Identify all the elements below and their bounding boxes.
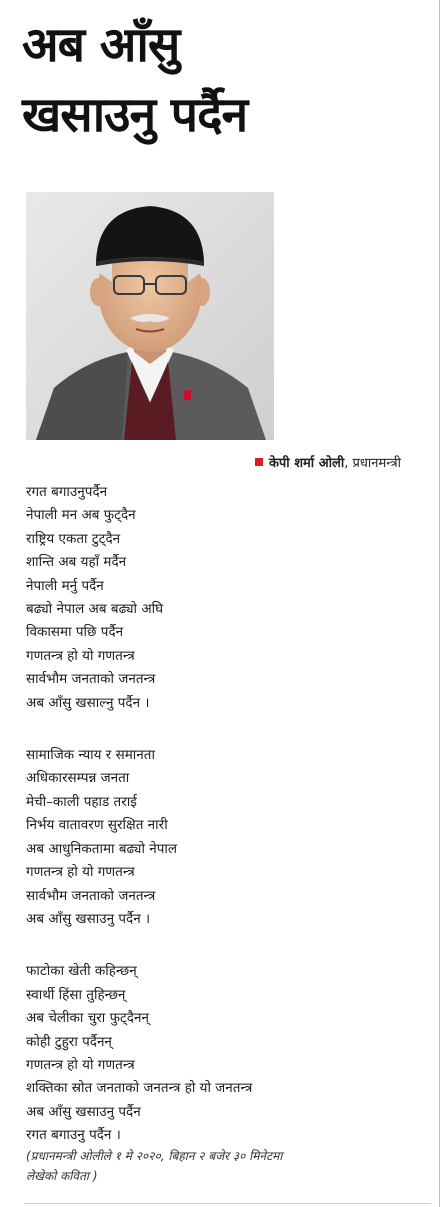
poem-line: निर्भय वातावरण सुरक्षित नारी [26, 817, 168, 834]
poem-line: नेपाली मन अब फुट्दैन [26, 507, 136, 524]
poem [26, 481, 426, 1177]
poem-line: विकासमा पछि पर्दैन [26, 624, 124, 641]
poem-line: सार्वभौम जनताको जनतन्त्र [26, 887, 156, 904]
poem-line: कोही टुहुरा पर्दैनन् [26, 1033, 112, 1050]
headline [22, 10, 432, 150]
poem-line: नेपाली मर्नु पर्दैन [26, 577, 104, 594]
poem-line: गणतन्त्र हो यो गणतन्त्र [26, 1056, 135, 1073]
footnote-line-1: (प्रधानमन्त्री ओलीले १ मे २०२०, बिहान २ बजेर ३० मिनेटमा [26, 1149, 283, 1163]
byline-separator: , [344, 456, 349, 471]
poem-line: रगत बगाउनु पर्दैन । [26, 1127, 121, 1144]
poem-stanza-2 [26, 744, 426, 931]
poem-line: अब आँसु खसाउनु पर्दैन [26, 1103, 141, 1120]
footnote [26, 1146, 418, 1186]
poem-line: अधिकारसम्पन्न जनता [26, 770, 130, 787]
byline-bullet-icon [255, 458, 263, 466]
bottom-divider [24, 1203, 431, 1204]
poem-line: सामाजिक न्याय र समानता [26, 747, 155, 764]
portrait-photo-icon [26, 192, 274, 440]
poem-line: रगत बगाउनुपर्दैन [26, 484, 108, 500]
poem-line: अब आँसु खसाल्नु पर्दैन । [26, 694, 150, 711]
poem-stanza-1 [26, 481, 426, 715]
poem-line: अब आधुनिकतामा बढ्यो नेपाल [26, 840, 178, 857]
poem-line: गणतन्त्र हो यो गणतन्त्र [26, 647, 135, 664]
poem-line: अब चेलीका चुरा फुट्दैनन् [26, 1010, 149, 1027]
poem-line: बढ्यो नेपाल अब बढ्यो अघि [26, 601, 164, 618]
author-title: प्रधानमन्त्री [352, 456, 401, 471]
author-photo [26, 192, 274, 440]
poem-line: फाटोका खेती कहिन्छन् [26, 963, 137, 980]
poem-line: सार्वभौम जनताको जनतन्त्र [26, 671, 156, 688]
poem-line: शान्ति अब यहाँ मर्दैन [26, 554, 127, 571]
poem-line: शक्तिका स्रोत जनताको जनतन्त्र हो यो जनतन्त्र [26, 1080, 253, 1097]
poem-line: अब आँसु खसाउनु पर्दैन । [26, 910, 151, 927]
poem-stanza-3 [26, 960, 426, 1147]
headline-line-1: अब आँसु [22, 17, 180, 73]
byline [0, 453, 401, 471]
headline-line-2: खसाउनु पर्दैन [22, 87, 248, 143]
poem-line: स्वार्थी हिंसा तुहिन्छन् [26, 986, 126, 1003]
author-name: केपी शर्मा ओली [268, 456, 345, 471]
poem-line: राष्ट्रिय एकता टुट्दैन [26, 530, 121, 547]
poem-line: गणतन्त्र हो यो गणतन्त्र [26, 864, 135, 881]
footnote-line-2: लेखेको कविता ) [26, 1169, 98, 1183]
poem-line: मेची–काली पहाड तराई [26, 793, 137, 810]
